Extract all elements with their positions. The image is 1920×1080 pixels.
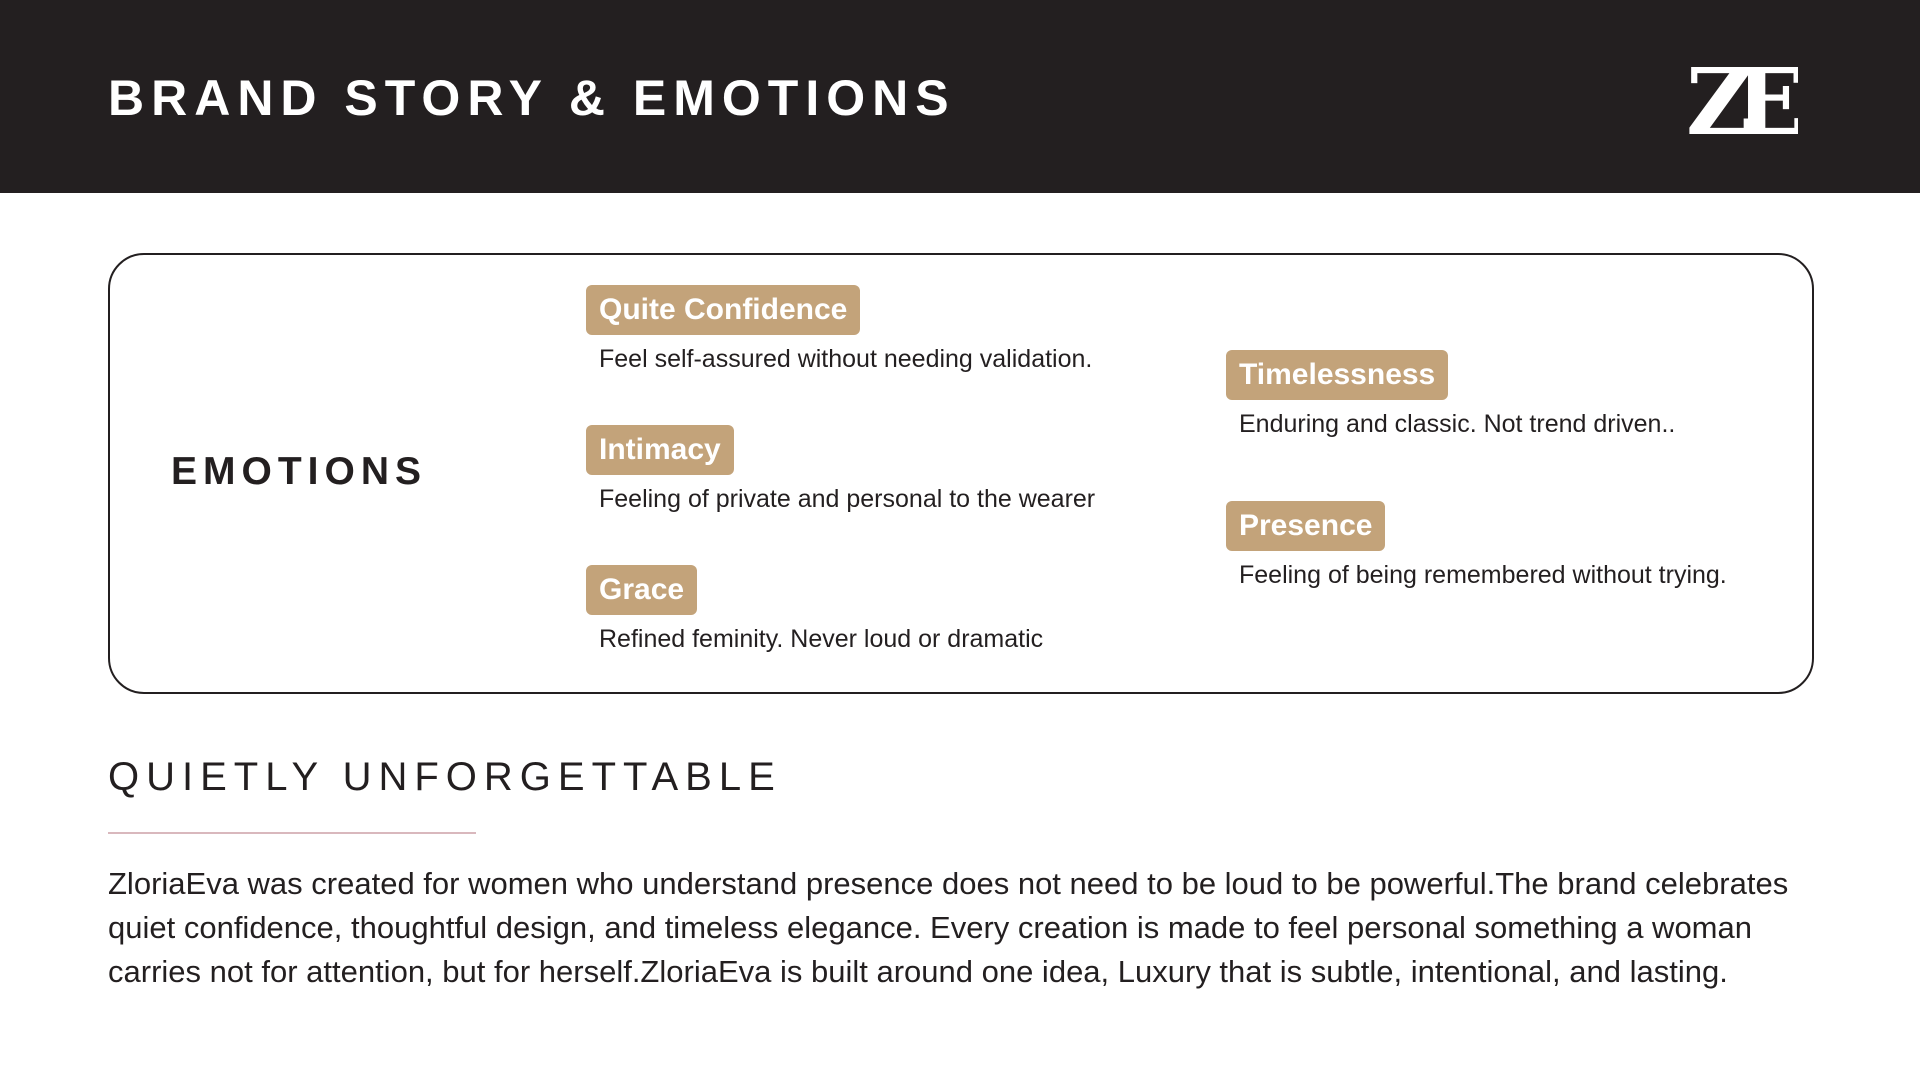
emotion-item-intimacy: [586, 425, 1095, 514]
section-heading: QUIETLY UNFORGETTABLE: [108, 755, 782, 799]
page-title: BRAND STORY & EMOTIONS: [108, 70, 956, 126]
header-bar: [0, 0, 1920, 193]
emotion-tag: Timelessness: [1226, 350, 1448, 400]
emotion-tag: Intimacy: [586, 425, 734, 475]
emotion-description: Enduring and classic. Not trend driven..: [1239, 410, 1676, 438]
brand-logo: [1686, 52, 1798, 142]
emotion-item-presence: [1226, 501, 1727, 590]
divider: [108, 832, 476, 834]
emotion-tag: Presence: [1226, 501, 1385, 551]
emotion-tag: Grace: [586, 565, 697, 615]
emotions-panel: [108, 253, 1814, 694]
brand-story-paragraph: ZloriaEva was created for women who understand presence does not need to be loud to be powerful.The brand celebrates quiet confidence, thoughtful design, and timeless elegance. Every creation is made to feel personal something a woman carries not for attention, but for herself.ZloriaEva is built around one idea, Luxury that is subtle, intentional, and lasting.: [108, 866, 1789, 989]
emotion-item-quite-confidence: [586, 285, 1092, 374]
emotion-description: Refined feminity. Never loud or dramatic: [599, 625, 1044, 653]
emotion-tag: Quite Confidence: [586, 285, 860, 335]
emotion-item-timelessness: [1226, 350, 1675, 439]
emotion-description: Feeling of being remembered without trying.: [1239, 561, 1727, 589]
emotion-item-grace: [586, 565, 1043, 654]
emotion-description: Feeling of private and personal to the wearer: [599, 485, 1096, 513]
emotions-label: EMOTIONS: [171, 450, 428, 493]
logo-text: ZE: [1686, 52, 1788, 142]
emotion-description: Feel self-assured without needing validation.: [599, 345, 1093, 373]
